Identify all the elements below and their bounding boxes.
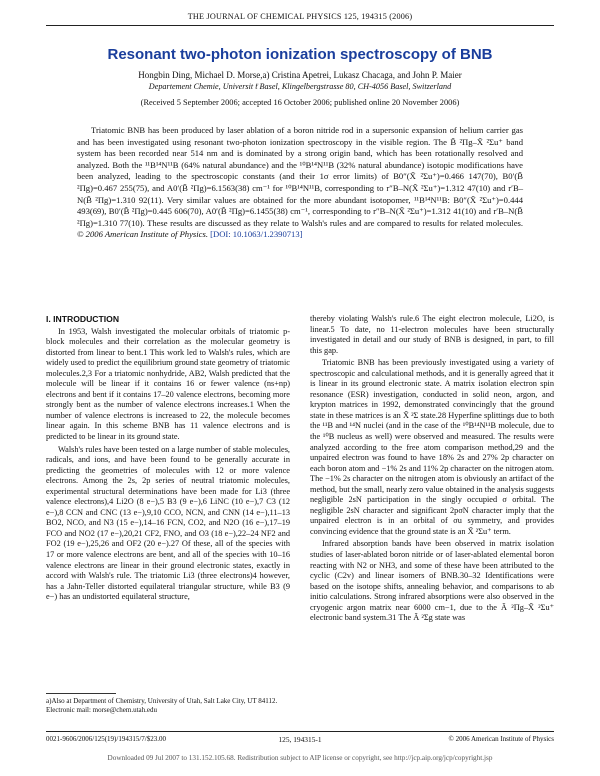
header-rule bbox=[46, 25, 554, 26]
left-paragraph-1: In 1953, Walsh investigated the molecular orbitals of triatomic p-block molecules and their correlation as the molecular geometry is distorted from linear to bent.1 This work led to Walsh's rules, which are widely used to predict the equilibrium ground state geometry of triatomic molecules.2,3 For a triatomic nonhydride, AB2, Walsh predicted that the molecule will be linear if it contains 16 or fewer valence (ns+np) electrons and bent if it contains 17–20 valence electrons, becoming more strongly bent as the number of valence electrons increases.1 When the number of valence electrons is increased to 22, the molecule becomes linear again. In this scheme BNB has 11 valence electrons and is predicted to be linear in its ground state. bbox=[46, 326, 290, 442]
footnote: a)Also at Department of Chemistry, University of Utah, Salt Lake City, UT 84112. Electronic mail: morse@chem.utah.edu bbox=[46, 697, 278, 714]
footer-copyright: © 2006 American Institute of Physics bbox=[448, 735, 554, 743]
received-dates: (Received 5 September 2006; accepted 16 October 2006; published online 20 November 2006) bbox=[140, 98, 460, 107]
footer-issn: 0021-9606/2006/125(19)/194315/7/$23.00 bbox=[46, 735, 166, 743]
abstract-copyright: © 2006 American Institute of Physics. bbox=[77, 229, 208, 240]
abstract bbox=[77, 125, 523, 241]
right-paragraph-3: Infrared absorption bands have been observed in matrix isolation studies of laser-ablated boron nitride or of laser-ablated elemental boron reacting with N2 or NH3, and some of these have been attributed to the cyclic (C2v) and linear isomers of BNB.30–32 Identifications were based on the isotope shifts, annealing behavior, and comparisons to ab initio calculations. Strong infrared absorptions were also observed in the cryogenic argon matrix near 6000 cm−1, due to the Ã ²Πg–X̃ ²Σu⁺ electronic band system.31 The Ã ²Σg state was bbox=[310, 539, 554, 623]
footer-rule bbox=[46, 731, 554, 732]
running-head: THE JOURNAL OF CHEMICAL PHYSICS 125, 194315 (2006) bbox=[187, 12, 413, 21]
right-column bbox=[310, 314, 554, 626]
doi-link[interactable]: [DOI: 10.1063/1.2390713] bbox=[210, 229, 303, 240]
paper-title: Resonant two-photon ionization spectroscopy of BNB bbox=[107, 46, 493, 63]
footnote-rule bbox=[46, 693, 116, 694]
section-heading: I. INTRODUCTION bbox=[46, 314, 120, 324]
right-paragraph-2: Triatomic BNB has been previously investigated using a variety of spectroscopic and calculational methods, and it is generally agreed that it is linear in its ground electronic state. A matrix isolation electron spin resonance (ESR) investigation, conducted in solid neon, argon, and krypton matrices in 1992, demonstrated convincingly that the ground state in these matrices is an X̃ ²Σ state.28 Hyperfine splittings due to both the ¹¹B and ¹⁴N nuclei (and in the case of the ¹⁰B¹⁴N¹¹B molecule, due to the ¹⁰B nucleus as well) were observed and measured. The results were analyzed according to the free atom comparison method,29 and the unpaired electron was found to have 18% 2s and 27% 2p character on each boron atom and −1% 2s and 11% 2p character on the nitrogen atom. The −1% 2s character on the nitrogen atom is obviously an artifact of the method, but the small, nearly zero value obtained in the analysis suggests negligible 2sN participation in the singly occupied σ orbital. The negligible 2sN character and significant 2pσN character imply that the unpaired electron is in an orbital of σu symmetry, and provides convincing evidence that the ground state is an X̃ ²Σu⁺ term. bbox=[310, 358, 554, 536]
abstract-text: Triatomic BNB has been produced by laser ablation of a boron nitride rod in a supersonic expansion of helium carrier gas and has been investigated using resonant two-photon ionization spectroscopy in the visible region. The B̃ ²Πg–X̃ ²Σu⁺ band system has been recorded near 514 nm and is dominated by a strong origin band, which has been rotationally resolved and analyzed. Both the ¹¹B¹⁴N¹¹B (64% natural abundance) and the ¹⁰B¹⁴N¹¹B (32% natural abundance) isotopic modifications have been analyzed, leading to the spectroscopic constants (and their 1σ error limits) of B0″(X̃ ²Σu⁺)=0.466 147(70), B0′(B̃ ²Πg)=0.467 255(75), and A0′(B̃ ²Πg)=6.1563(38) cm⁻¹ for ¹⁰B¹⁴N¹¹B, corresponding to r″B–N(X̃ ²Σu⁺)=1.312 47(10) and r′B–N(B̃ ²Πg)=1.310 92(11). Very similar values are obtained for the more abundant isotopomer, ¹¹B¹⁴N¹¹B: B0″(X̃ ²Σu⁺)=0.444 493(69), B0′(B̃ ²Πg)=0.445 606(70), A0′(B̃ ²Πg)=6.1455(38) cm⁻¹, corresponding to r″B–N(X̃ ²Σu⁺)=1.312 41(10) and r′B–N(B̃ ²Πg)=1.310 77(10). These results are discussed as they relate to Walsh's rules and are compared to results for related molecules. bbox=[77, 125, 523, 228]
footer-page: 125, 194315-1 bbox=[278, 735, 322, 744]
left-paragraph-2: Walsh's rules have been tested on a large number of stable molecules, radicals, and ions, and have been found to be generally accurate in predicting the geometries of molecules with 12 or more valence electrons. Among the 2s, 2p series of neutral triatomic molecules, experimental structural determinations have been made for Li3 (three valence electrons),4 Li2O (8 e−),5 B3 (9 e−),6 LiNC (10 e−),7 C3 (12 e−),8 CCN and CNC (13 e−),9,10 CCO, NCN, and CNN (14 e−),11–13 BO2, NCO, and N3 (15 e−),14–16 FCN, CO2, and N2O (16 e−),17–19 FCO and NO2 (17 e−),20,21 CF2, FNO, and O3 (18 e−),22–24 NF2 and FO2 (19 e−),25,26 and OF2 (20 e−).27 Of these, all of the species with 17 or more valence electrons are bent, and all of the species with 10–16 valence electrons are linear in their ground electronic states, exactly in accord with Walsh's rule. The triatomic Li3 (three electrons)4 however, has a Jahn-Teller distorted equilateral triangular structure, while B3 (9 e−) has an undistorted equilateral structure, bbox=[46, 444, 290, 602]
affiliation: Departement Chemie, Universit ̈t Basel, Klingelbergstrasse 80, CH-4056 Basel, Switzerland bbox=[148, 82, 452, 91]
left-column bbox=[46, 314, 290, 605]
author-list: Hongbin Ding, Michael D. Morse,a) Cristina Apetrei, Lukasz Chacaga, and John P. Maier bbox=[138, 70, 462, 80]
right-paragraph-1: thereby violating Walsh's rule.6 The eight electron molecule, Li2O, is linear.5 To date, no 11-electron molecules have been structurally investigated in detail and our study of BNB is designed, in part, to fill this gap. bbox=[310, 314, 554, 355]
download-notice: Downloaded 09 Jul 2007 to 131.152.105.68. Redistribution subject to AIP license or copyright, see http://jcp.aip.org/jcp/copyright.jsp bbox=[107, 754, 493, 762]
